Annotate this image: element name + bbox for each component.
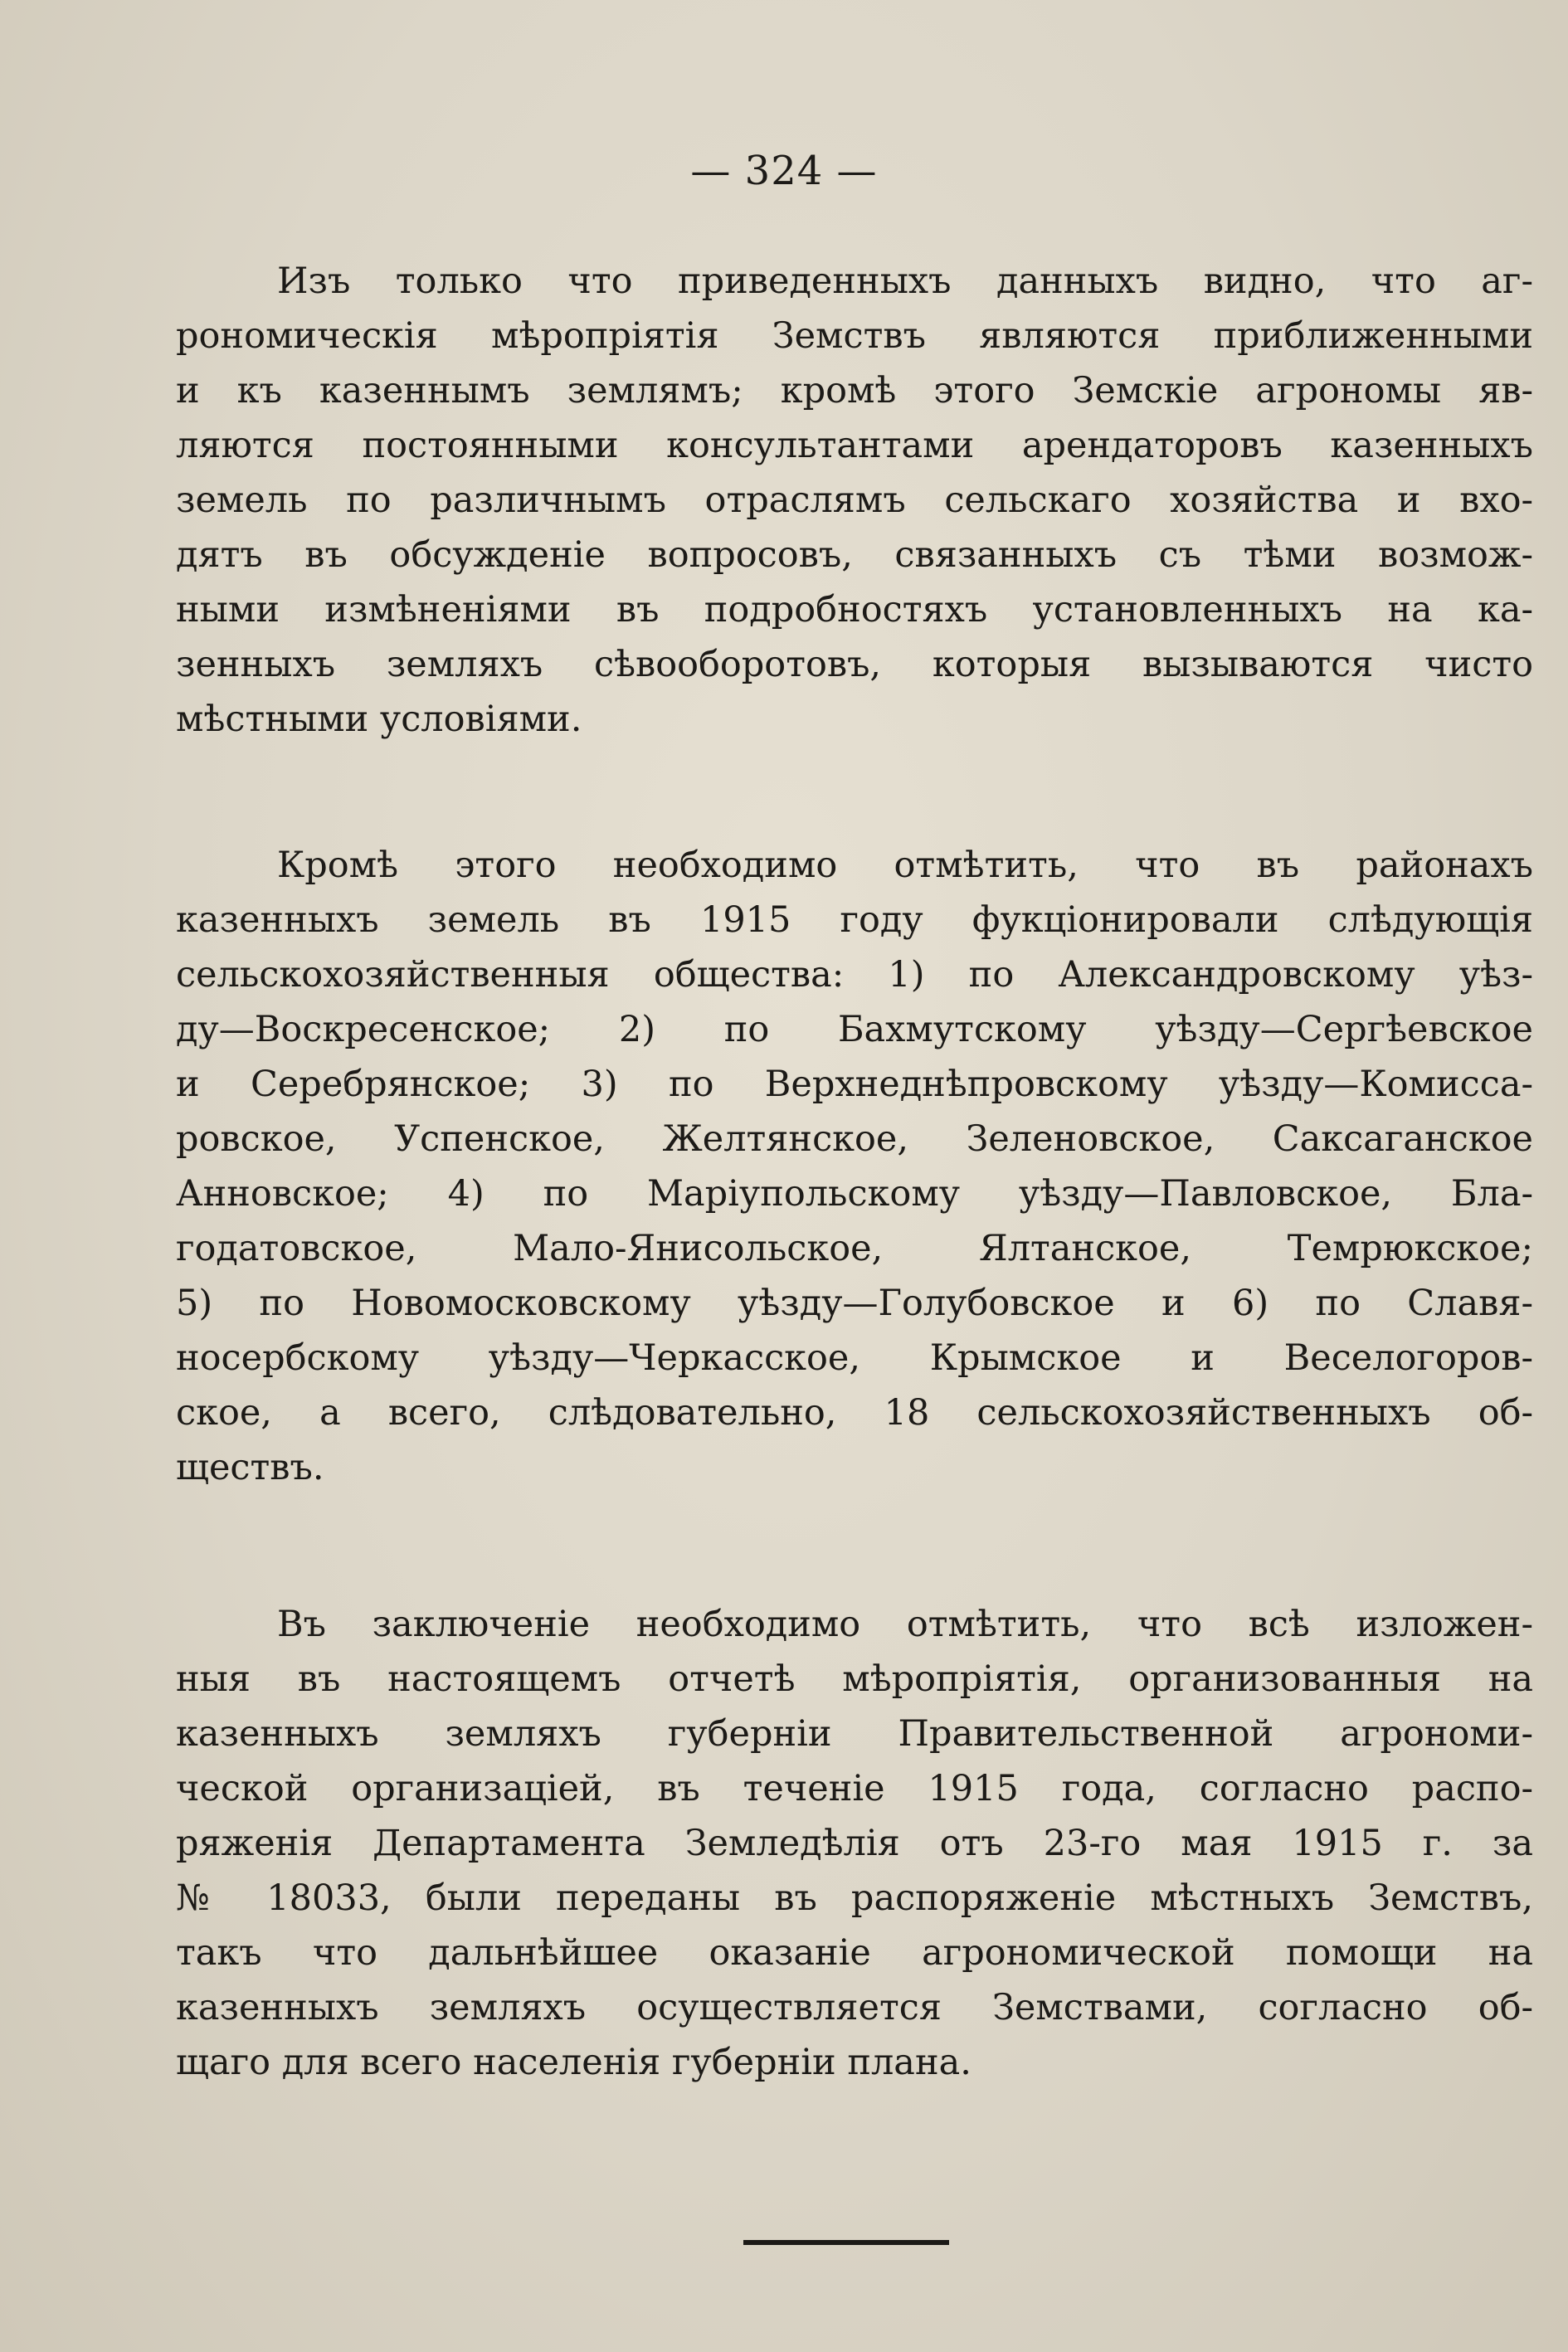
- text-line: ряженія Департамента Земледѣлія отъ 23-го мая 1915 г. за: [176, 1823, 1533, 1864]
- text-line: ду—Воскресенское; 2) по Бахмутскому уѣзду—Сергѣевское: [176, 1009, 1533, 1050]
- text-line: и къ казеннымъ землямъ; кромѣ этого Земскіе агрономы яв-: [176, 370, 1533, 411]
- text-line: носербскому уѣзду—Черкасское, Крымское и Веселогоров-: [176, 1337, 1533, 1379]
- paragraph-3: [176, 1597, 1533, 2090]
- text-line: казенныхъ земляхъ губерніи Правительственной агрономи-: [176, 1713, 1533, 1755]
- text-line: земель по различнымъ отраслямъ сельскаго хозяйства и вхо-: [176, 480, 1533, 521]
- page-number: — 324 —: [690, 148, 878, 194]
- text-line: Въ заключеніе необходимо отмѣтить, что всѣ изложен-: [277, 1604, 1533, 1645]
- text-line: 5) по Новомосковскому уѣзду—Голубовское и 6) по Славя-: [176, 1283, 1533, 1324]
- text-line: ныя въ настоящемъ отчетѣ мѣропріятія, организованныя на: [176, 1658, 1533, 1700]
- text-line: зенныхъ земляхъ сѣвооборотовъ, которыя вызываются чисто: [176, 644, 1533, 685]
- text-line: мѣстными условіями.: [176, 699, 582, 740]
- text-line: ское, а всего, слѣдовательно, 18 сельскохозяйственныхъ об-: [176, 1392, 1533, 1434]
- text-line: казенныхъ земель въ 1915 году фукціонировали слѣдующія: [176, 899, 1533, 941]
- text-line: годатовское, Мало-Янисольское, Ялтанское, Темрюкское;: [176, 1228, 1533, 1269]
- paragraph-2: [176, 838, 1533, 1495]
- text-line: ществъ.: [176, 1447, 324, 1488]
- text-line: такъ что дальнѣйшее оказаніе агрономической помощи на: [176, 1932, 1533, 1974]
- paragraph-1: [176, 254, 1533, 747]
- text-line: и Серебрянское; 3) по Верхнеднѣпровскому уѣзду—Комисса-: [176, 1064, 1533, 1105]
- text-line: казенныхъ земляхъ осуществляется Земствами, согласно об-: [176, 1987, 1533, 2028]
- text-line: ляются постоянными консультантами арендаторовъ казенныхъ: [176, 425, 1533, 466]
- text-line: ными измѣненіями въ подробностяхъ установленныхъ на ка-: [176, 589, 1533, 631]
- text-line: щаго для всего населенія губерніи плана.: [176, 2042, 971, 2083]
- end-rule: [743, 2240, 949, 2245]
- text-line: дятъ въ обсужденіе вопросовъ, связанныхъ съ тѣми возмож-: [176, 534, 1533, 576]
- text-line: сельскохозяйственныя общества: 1) по Александровскому уѣз-: [176, 954, 1533, 996]
- text-line: ровское, Успенское, Желтянское, Зеленовское, Саксаганское: [176, 1118, 1533, 1160]
- text-line: Анновское; 4) по Маріупольскому уѣзду—Павловское, Бла-: [176, 1173, 1533, 1215]
- text-line: ческой организаціей, въ теченіе 1915 года, согласно распо-: [176, 1768, 1533, 1809]
- text-line: № 18033, были переданы въ распоряженіе мѣстныхъ Земствъ,: [176, 1877, 1533, 1919]
- text-line: рономическія мѣропріятія Земствъ являются приближенными: [176, 315, 1533, 357]
- text-line: Кромѣ этого необходимо отмѣтить, что въ районахъ: [277, 845, 1533, 886]
- text-line: Изъ только что приведенныхъ данныхъ видно, что аг-: [277, 261, 1533, 302]
